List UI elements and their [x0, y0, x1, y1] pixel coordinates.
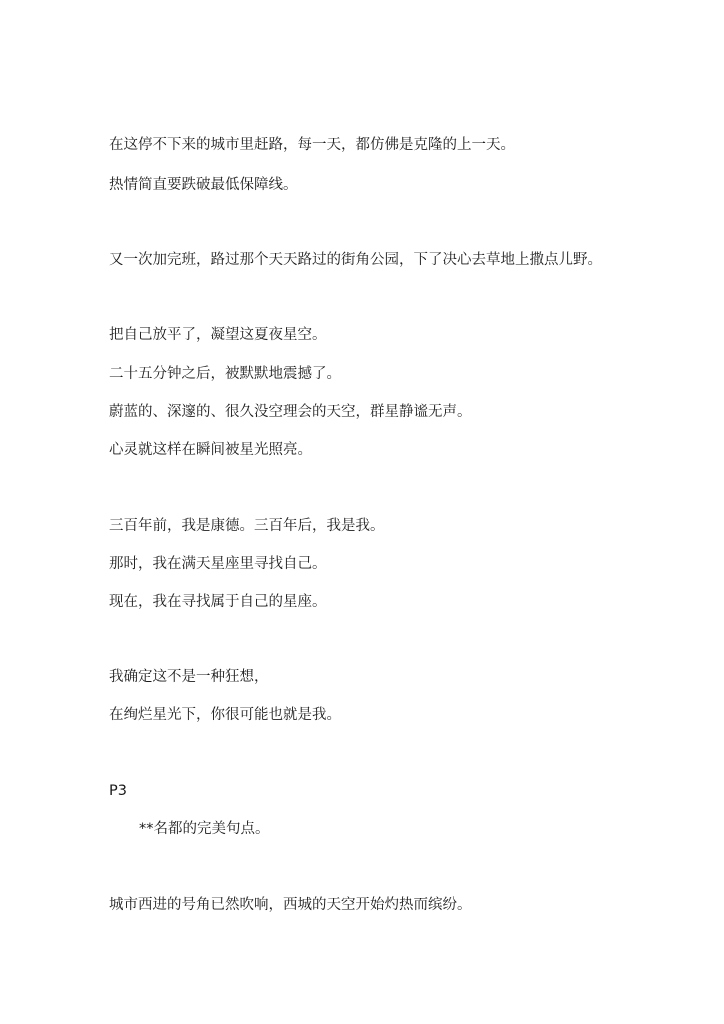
text-line: 现在，我在寻找属于自己的星座。: [109, 594, 327, 610]
text-line: 蔚蓝的、深邃的、很久没空理会的天空，群星静谧无声。: [109, 404, 472, 420]
text-line: 那时，我在满天星座里寻找自己。: [109, 556, 327, 572]
page-marker: P3: [109, 783, 127, 799]
text-line: 在这停不下来的城市里赶路，每一天，都仿佛是克隆的上一天。: [109, 137, 515, 153]
text-line: 又一次加完班，路过那个天天路过的街角公园，下了决心去草地上撒点儿野。: [109, 252, 602, 268]
text-line: 把自己放平了，凝望这夏夜星空。: [109, 327, 327, 343]
text-line: 在绚烂星光下，你很可能也就是我。: [109, 707, 341, 723]
text-line: 三百年前，我是康德。三百年后，我是我。: [109, 518, 385, 534]
text-line: 我确定这不是一种狂想，: [109, 669, 269, 685]
text-line: 二十五分钟之后，被默默地震撼了。: [109, 366, 341, 382]
section-heading: **名都的完美句点。: [139, 821, 270, 837]
text-line: 城市西进的号角已然吹响，西城的天空开始灼热而缤纷。: [109, 897, 472, 913]
text-line: 热情简直要跌破最低保障线。: [109, 177, 298, 193]
text-line: 心灵就这样在瞬间被星光照亮。: [109, 442, 312, 458]
